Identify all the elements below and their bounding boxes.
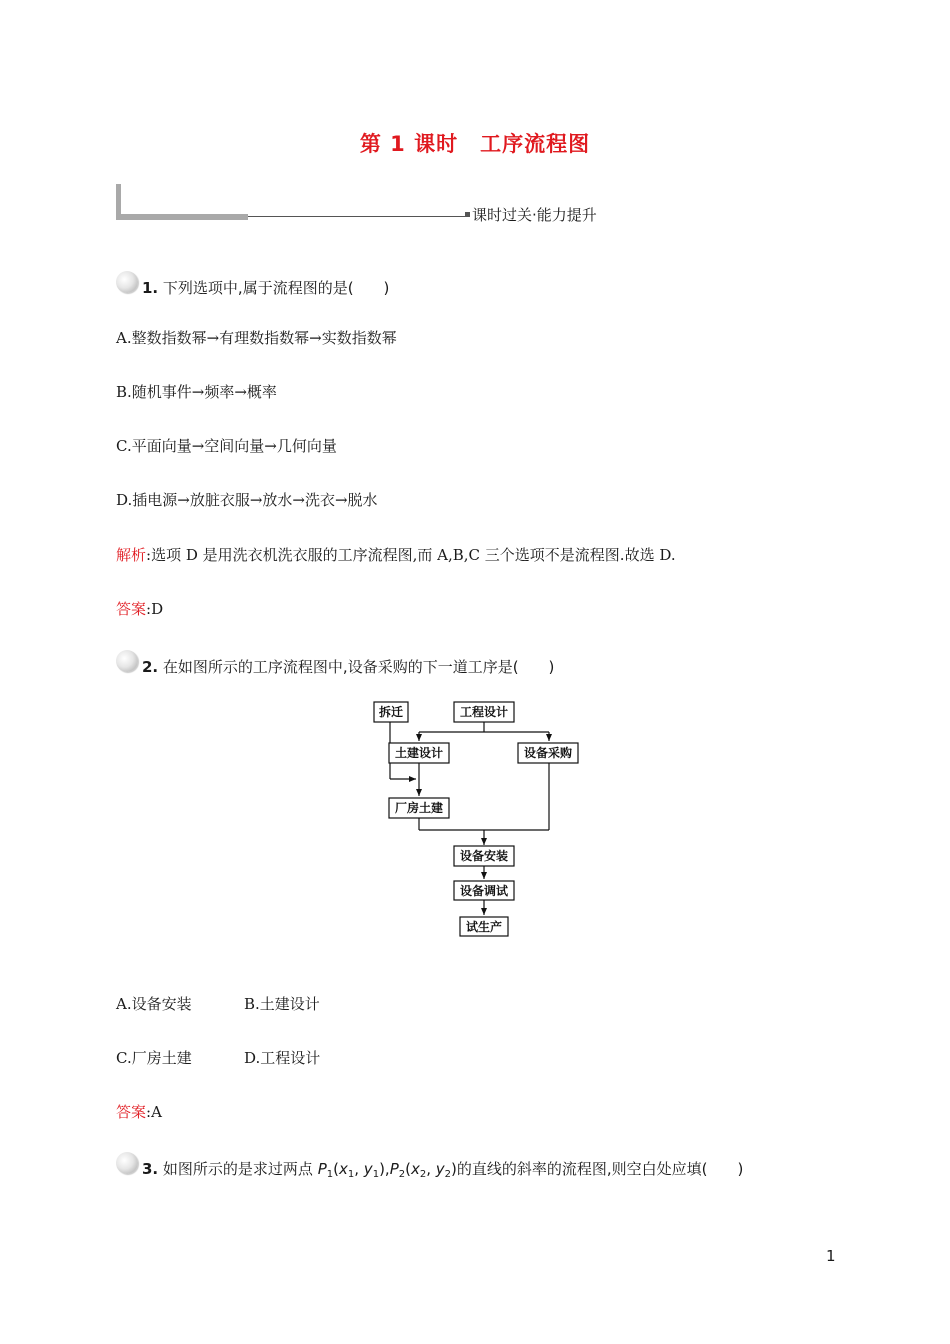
q3-p2-open: (	[405, 1160, 411, 1178]
q3-stem	[142, 1158, 743, 1179]
q3-y1: y	[363, 1160, 373, 1178]
q2-answer-text: :A	[146, 1103, 162, 1121]
q3-p1-close: ),	[379, 1160, 390, 1178]
label-chaiqian: 拆迁	[378, 705, 404, 719]
q2-number: 2.	[142, 658, 159, 676]
banner-line	[248, 216, 466, 217]
q1-answer	[116, 598, 163, 619]
label-gongcheng: 工程设计	[459, 705, 509, 719]
q3-p2-sub: 2	[398, 1169, 406, 1180]
q1-number: 1.	[142, 279, 159, 297]
label-anzhuang: 设备安装	[459, 849, 509, 863]
q2-answer-label: 答案	[116, 1103, 147, 1121]
q3-x1-sub: 1	[347, 1169, 355, 1180]
q3-x2-sub: 2	[419, 1169, 427, 1180]
q3-p2: P	[389, 1160, 399, 1178]
q1-answer-text: :D	[146, 600, 164, 618]
label-caigou: 设备采购	[523, 746, 573, 760]
process-flowchart	[350, 697, 590, 943]
q3-y1-sub: 1	[372, 1169, 380, 1180]
q3-p1-open: (	[333, 1160, 339, 1178]
label-tujian: 土建设计	[394, 746, 444, 760]
q1-stem	[142, 277, 389, 298]
q3-p1: P	[317, 1160, 327, 1178]
q1-option-b: B.随机事件→频率→概率	[116, 383, 277, 401]
q1-option-d: D.插电源→放脏衣服→放水→洗衣→脱水	[116, 491, 378, 509]
question-icon	[116, 650, 138, 672]
q2-option-a: A.设备安装	[116, 995, 192, 1013]
q3-comma2: ,	[426, 1160, 436, 1178]
label-changfang: 厂房土建	[394, 801, 444, 815]
q3-comma1: ,	[354, 1160, 364, 1178]
q2-stem	[142, 656, 554, 677]
banner-square	[465, 212, 470, 217]
page-title	[0, 128, 950, 158]
q3-y2-sub: 2	[444, 1169, 452, 1180]
q3-x2: x	[410, 1160, 420, 1178]
q3-stem-part2: )的直线的斜率的流程图,则空白处应填( )	[451, 1160, 744, 1178]
q1-answer-label: 答案	[116, 600, 147, 618]
label-shengchan: 试生产	[465, 920, 503, 934]
q1-stem-text: 下列选项中,属于流程图的是( )	[162, 279, 390, 297]
q2-option-b: B.土建设计	[244, 995, 320, 1013]
q3-x1: x	[338, 1160, 348, 1178]
title-part1: 第 1 课时	[359, 132, 459, 156]
title-part2: 工序流程图	[480, 132, 591, 156]
q1-analysis	[116, 544, 676, 565]
q3-stem-part1: 如图所示的是求过两点	[162, 1160, 318, 1178]
q1-option-a: A.整数指数幂→有理数指数幂→实数指数幂	[116, 329, 397, 347]
question-icon	[116, 1152, 138, 1174]
q2-stem-text: 在如图所示的工序流程图中,设备采购的下一道工序是( )	[162, 658, 555, 676]
q1-option-c: C.平面向量→空间向量→几何向量	[116, 437, 337, 455]
q2-answer	[116, 1101, 162, 1122]
label-tiaoshi: 设备调试	[459, 884, 509, 898]
q3-number: 3.	[142, 1160, 159, 1178]
page-number: 1	[826, 1247, 836, 1265]
q3-p1-sub: 1	[326, 1169, 334, 1180]
banner-label: 课时过关·能力提升	[472, 206, 597, 224]
q1-analysis-label: 解析	[116, 546, 147, 564]
q2-option-c: C.厂房土建	[116, 1049, 192, 1067]
question-icon	[116, 271, 138, 293]
q3-y2: y	[435, 1160, 445, 1178]
q2-option-d: D.工程设计	[244, 1049, 321, 1067]
q1-analysis-text: :选项 D 是用洗衣机洗衣服的工序流程图,而 A,B,C 三个选项不是流程图.故选 D.	[146, 546, 676, 564]
banner-bar	[116, 214, 248, 220]
